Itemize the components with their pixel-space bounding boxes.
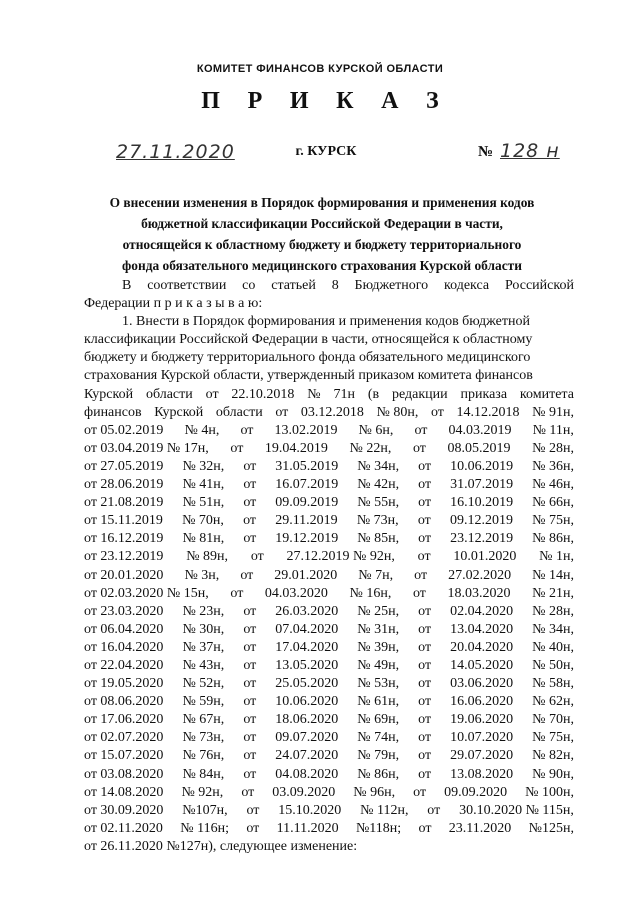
body-text-fragment: 20.04.2020 (450, 639, 514, 655)
body-text-fragment: 23.11.2020 (448, 820, 512, 836)
body-text-fragment: 27.12.2019 № 92н, (286, 549, 395, 565)
handwritten-date: 27.11.2020 (116, 141, 235, 163)
body-text-fragment: от (243, 676, 257, 692)
body-text-fragment: от (418, 712, 432, 728)
body-text-fragment: от (417, 549, 431, 565)
body-text-fragment: № 46н, (532, 477, 574, 493)
subject-line: О внесении изменения в Порядок формирования и применения кодов (109, 195, 535, 210)
body-line (84, 747, 574, 765)
body-text-fragment: 19.12.2019 (275, 531, 339, 547)
body-text-fragment: от (414, 567, 428, 583)
body-line (84, 440, 574, 458)
body-text-fragment: от (205, 386, 219, 402)
body-text-fragment: № 37н, (182, 639, 225, 655)
body-text-fragment: от 08.06.2020 (84, 694, 164, 710)
subject-line: фонда обязательного медицинского страхования Курской области (122, 258, 522, 273)
body-text-fragment: № 11н, (532, 422, 574, 438)
body-text-fragment: № 31н, (357, 621, 400, 637)
body-text-fragment: № 85н, (357, 531, 400, 547)
body-text-fragment: от (418, 730, 432, 746)
body-text-fragment: № 16н, (349, 585, 392, 601)
subject-line: относящейся к областному бюджету и бюджету территориального (122, 237, 522, 252)
body-text-fragment: 1. Внести в Порядок формирования и применения кодов бюджетной (122, 314, 530, 330)
body-text-fragment: от 21.08.2019 (84, 495, 164, 511)
body-text-fragment: от (418, 694, 432, 710)
body-text-fragment: 29.07.2020 (450, 748, 514, 764)
body-text-fragment: № 22н, (349, 440, 392, 456)
body-text-fragment: 14.05.2020 (450, 657, 514, 673)
body-text-fragment: № 100н, (525, 784, 574, 800)
body-text-fragment: № 52н, (182, 676, 225, 692)
body-text-fragment: 16.07.2019 (275, 477, 339, 493)
body-text-fragment: 15.10.2020 (278, 802, 342, 818)
body-text-fragment: 31.05.2019 (275, 458, 339, 474)
body-text-fragment: от (418, 458, 432, 474)
body-text-fragment: статьей (271, 278, 316, 293)
body-text-fragment: от (243, 766, 257, 782)
body-text-fragment: 14.12.2018 (456, 404, 520, 420)
body-text-fragment: от 02.07.2020 (84, 730, 164, 746)
body-text-fragment: № 116н; (180, 820, 229, 836)
body-text-fragment: от (243, 639, 257, 655)
body-text-fragment: от (243, 477, 257, 493)
body-text-fragment: 04.08.2020 (275, 766, 339, 782)
body-line (84, 331, 574, 349)
body-text-fragment: 13.04.2020 (450, 621, 514, 637)
body-text-fragment: 29.01.2020 (274, 567, 338, 583)
body-line (84, 585, 574, 603)
body-line (84, 422, 574, 440)
body-text-fragment: от 19.05.2020 (84, 676, 164, 692)
body-text-fragment: № 76н, (182, 748, 225, 764)
body-text-fragment: № 112н, (360, 802, 409, 818)
body-text-fragment: от (412, 440, 426, 456)
body-text-fragment: от (243, 621, 257, 637)
body-text-fragment: от (418, 766, 432, 782)
body-text-fragment: № 40н, (532, 639, 574, 655)
body-text-fragment: от 17.06.2020 (84, 712, 164, 728)
body-text-fragment: от 28.06.2019 (84, 477, 164, 493)
body-text-fragment: № 92н, (181, 784, 224, 800)
body-text-fragment: № 42н, (357, 477, 400, 493)
body-text-fragment: от 15.07.2020 (84, 748, 164, 764)
body-text-fragment: от (240, 567, 254, 583)
body-text-fragment: от (230, 585, 244, 601)
body-text-fragment: № 59н, (182, 694, 225, 710)
body-text-fragment: от (418, 531, 432, 547)
body-line (84, 802, 574, 820)
body-text-fragment: от (246, 820, 260, 836)
body-text-fragment: № 82н, (532, 748, 574, 764)
body-text-fragment: 29.11.2019 (275, 513, 338, 529)
body-text-fragment: № 74н, (357, 730, 400, 746)
body-text-fragment: № 69н, (357, 712, 400, 728)
body-text-fragment: 13.05.2020 (275, 657, 339, 673)
body-text-fragment: от (418, 495, 432, 511)
subject-line: бюджетной классификации Российской Федерации в части, (141, 216, 503, 231)
body-text-fragment: от 03.08.2020 (84, 766, 164, 782)
body-line (84, 277, 574, 295)
body-text-fragment: № 75н, (532, 730, 574, 746)
body-text-fragment: 71н (333, 386, 355, 402)
body-text-fragment: В (122, 278, 132, 293)
body-text-fragment: № (307, 386, 321, 402)
body-text-fragment: от 23.03.2020 (84, 603, 164, 619)
body-text-fragment: № 50н, (532, 657, 574, 673)
body-text-fragment: от (241, 784, 255, 800)
body-text-fragment: области (215, 404, 263, 420)
body-text-fragment: 04.03.2020 (264, 585, 328, 601)
body-text-fragment: № 61н, (357, 694, 400, 710)
body-text-fragment: от (243, 748, 257, 764)
body-text-fragment: от (243, 495, 257, 511)
body-text-fragment: комитета (519, 386, 574, 402)
body-text-fragment: 09.12.2019 (449, 513, 513, 529)
body-text-fragment: №125н, (528, 820, 574, 836)
body-line (84, 458, 574, 476)
body-text-fragment: № 90н, (532, 766, 574, 782)
body-text-fragment: от 03.04.2019 № 17н, (84, 440, 209, 456)
body-line (84, 367, 574, 385)
body-text-fragment: № 3н, (184, 567, 220, 583)
body-text-fragment: 18.06.2020 (275, 712, 339, 728)
body-text-fragment: № 73н, (182, 730, 225, 746)
document-title: П Р И К А З (201, 88, 450, 114)
body-line (84, 675, 574, 693)
body-text-fragment: № 39н, (357, 639, 400, 655)
body-text-fragment: приказа (460, 386, 508, 402)
body-text-fragment: от (417, 513, 431, 529)
body-text-fragment: 10.01.2020 (453, 549, 517, 565)
body-text-fragment: 09.07.2020 (275, 730, 339, 746)
body-text-fragment: № 67н, (182, 712, 225, 728)
body-text-fragment: 18.03.2020 (447, 585, 511, 601)
body-text-fragment: 10.06.2020 (275, 694, 339, 710)
body-text-fragment: 08.05.2019 (447, 440, 511, 456)
body-line (84, 386, 574, 404)
body-text-fragment: № 86н, (357, 766, 400, 782)
body-text-fragment: № 25н, (357, 603, 400, 619)
body-text-fragment: 10.07.2020 (450, 730, 514, 746)
body-text-fragment: 31.07.2019 (450, 477, 514, 493)
body-text-fragment: от (275, 404, 289, 420)
body-text-fragment: от (246, 802, 260, 818)
number-label: № (478, 144, 494, 160)
body-text-fragment: Российской (504, 278, 574, 293)
body-text-fragment: от 02.03.2020 № 15н, (84, 585, 209, 601)
body-text-fragment: от (243, 694, 257, 710)
body-text-fragment: от 15.11.2019 (84, 513, 163, 529)
body-text-fragment: области (145, 386, 193, 402)
body-line (84, 494, 574, 512)
body-text-fragment: бюджету и бюджету территориального фонда обязательного медицинского (84, 350, 531, 366)
body-text-fragment: № 36н, (532, 458, 574, 474)
body-text-fragment: № 84н, (182, 766, 225, 782)
body-text-fragment: 03.09.2020 (272, 784, 336, 800)
body-line (84, 621, 574, 639)
body-text-fragment: со (242, 278, 256, 293)
body-text-fragment: от (243, 531, 257, 547)
body-text-fragment: Курской (84, 386, 134, 402)
body-text-fragment: Федерации п р и к а з ы в а ю: (84, 296, 263, 312)
body-text-fragment: от 16.12.2019 (84, 531, 164, 547)
body-text-fragment: № 81н, (182, 531, 225, 547)
body-text-fragment: № 6н, (358, 422, 394, 438)
body-text-fragment: от 23.12.2019 (84, 549, 164, 565)
body-text-fragment: №107н, (182, 802, 228, 818)
body-text-fragment: 8 (331, 278, 339, 293)
body-text-fragment: 24.07.2020 (275, 748, 339, 764)
body-text-fragment: № 80н, (376, 404, 419, 420)
body-text-fragment: № 41н, (182, 477, 225, 493)
body-text-fragment: от (243, 513, 257, 529)
body-text-fragment: страхования Курской области, утвержденный приказом комитета финансов (84, 368, 533, 384)
body-text-fragment: 30.10.2020 № 115н, (459, 802, 574, 818)
body-text-fragment: № 79н, (357, 748, 400, 764)
body-text-fragment: № 28н, (532, 603, 574, 619)
body-text-fragment: 11.11.2020 (276, 820, 339, 836)
body-line (84, 820, 574, 838)
body-text-fragment: 23.12.2019 (450, 531, 514, 547)
body-text-fragment: 07.04.2020 (275, 621, 339, 637)
body-line (84, 295, 574, 313)
body-text-fragment: 19.04.2019 (264, 440, 328, 456)
body-text-fragment: от (418, 657, 432, 673)
body-text-fragment: соответствии (147, 278, 227, 293)
body-text-fragment: от 02.11.2020 (84, 820, 163, 836)
body-text-fragment: от 05.02.2019 (84, 422, 164, 438)
body-text-fragment: от 30.09.2020 (84, 802, 164, 818)
body-text-fragment: 09.09.2020 (444, 784, 508, 800)
body-text-fragment: от (427, 802, 441, 818)
body-text-fragment: № 70н, (182, 513, 224, 529)
body-text-fragment: № 70н, (532, 712, 574, 728)
body-text-fragment: № 55н, (357, 495, 400, 511)
body-text-fragment: от (243, 730, 257, 746)
order-subject (66, 192, 578, 276)
body-text-fragment: № 30н, (182, 621, 225, 637)
body-text-fragment: от (418, 603, 432, 619)
body-line (84, 548, 574, 566)
body-text-fragment: от (250, 549, 264, 565)
body-text-fragment: № 14н, (532, 567, 574, 583)
body-line (84, 784, 574, 802)
body-text-fragment: № 51н, (182, 495, 225, 511)
body-text-fragment: от (418, 639, 432, 655)
body-text-fragment: 22.10.2018 (231, 386, 295, 402)
body-line (84, 766, 574, 784)
body-text-fragment: от (412, 585, 426, 601)
body-text-fragment: от (418, 820, 432, 836)
body-text-fragment: 16.06.2020 (450, 694, 514, 710)
body-text-fragment: № 89н, (186, 549, 229, 565)
body-text-fragment: 27.02.2020 (448, 567, 512, 583)
body-text-fragment: классификации Российской Федерации в части, относящейся к областному (84, 332, 533, 348)
body-text-fragment: 03.12.2018 (300, 404, 364, 420)
body-text-fragment: от (413, 784, 427, 800)
body-text-fragment: 13.08.2020 (450, 766, 514, 782)
committee-name: КОМИТЕТ ФИНАНСОВ КУРСКОЙ ОБЛАСТИ (196, 63, 444, 75)
order-body (84, 277, 574, 856)
body-text-fragment: № 91н, (532, 404, 574, 420)
body-text-fragment: № 62н, (532, 694, 574, 710)
body-line (84, 404, 574, 422)
body-text-fragment: 03.06.2020 (450, 676, 514, 692)
body-text-fragment: 26.03.2020 (275, 603, 339, 619)
body-text-fragment: от (418, 676, 432, 692)
body-text-fragment: от (243, 657, 257, 673)
city-label: г. КУРСК (295, 144, 357, 159)
body-text-fragment: № 21н, (532, 585, 574, 601)
body-text-fragment: от 20.01.2020 (84, 567, 164, 583)
body-text-fragment: финансов (84, 404, 142, 420)
body-text-fragment: № 49н, (357, 657, 400, 673)
body-line (84, 603, 574, 621)
body-text-fragment: от 16.04.2020 (84, 639, 164, 655)
body-text-fragment: № 66н, (532, 495, 574, 511)
body-line (84, 567, 574, 585)
body-line (84, 639, 574, 657)
body-text-fragment: № 58н, (532, 676, 574, 692)
body-text-fragment: от (430, 404, 444, 420)
body-text-fragment: 16.10.2019 (450, 495, 514, 511)
body-text-fragment: № 32н, (182, 458, 225, 474)
body-text-fragment: № 34н, (532, 621, 574, 637)
body-line (84, 729, 574, 747)
handwritten-number: 128 н (500, 140, 560, 162)
body-text-fragment: №118н; (355, 820, 402, 836)
body-text-fragment: от (243, 458, 257, 474)
body-text-fragment: Бюджетного (354, 278, 429, 293)
body-text-fragment: № 86н, (532, 531, 574, 547)
body-line (84, 530, 574, 548)
body-text-fragment: № 28н, (532, 440, 574, 456)
body-text-fragment: 19.06.2020 (450, 712, 514, 728)
body-text-fragment: 25.05.2020 (275, 676, 339, 692)
body-text-fragment: от (414, 422, 428, 438)
body-line (84, 838, 574, 856)
body-line (84, 313, 574, 331)
body-text-fragment: (в (367, 386, 380, 402)
body-text-fragment: № 34н, (357, 458, 400, 474)
body-text-fragment: № 1н, (539, 549, 574, 565)
body-text-fragment: № 4н, (184, 422, 220, 438)
body-text-fragment: от (230, 440, 244, 456)
body-line (84, 349, 574, 367)
body-text-fragment: 02.04.2020 (450, 603, 514, 619)
body-text-fragment: № 73н, (356, 513, 399, 529)
body-line (84, 693, 574, 711)
body-text-fragment: кодекса (444, 278, 490, 293)
body-text-fragment: 09.09.2019 (275, 495, 339, 511)
body-text-fragment: Курской (154, 404, 204, 420)
body-line (84, 512, 574, 530)
body-text-fragment: от 06.04.2020 (84, 621, 164, 637)
body-text-fragment: № 23н, (182, 603, 225, 619)
body-text-fragment: от 27.05.2019 (84, 458, 164, 474)
body-text-fragment: от 26.11.2020 №127н), следующее изменение: (84, 838, 358, 854)
body-text-fragment: 10.06.2019 (450, 458, 514, 474)
body-text-fragment: № 53н, (357, 676, 400, 692)
body-line (84, 711, 574, 729)
body-text-fragment: от (418, 477, 432, 493)
body-text-fragment: от 22.04.2020 (84, 657, 164, 673)
body-text-fragment: № 96н, (353, 784, 396, 800)
body-line (84, 476, 574, 494)
body-text-fragment: от (243, 603, 257, 619)
body-text-fragment: 17.04.2020 (275, 639, 339, 655)
body-text-fragment: № 75н, (532, 513, 574, 529)
body-text-fragment: № 7н, (358, 567, 394, 583)
body-text-fragment: от (243, 712, 257, 728)
body-text-fragment: 04.03.2019 (448, 422, 512, 438)
body-text-fragment: от 14.08.2020 (84, 784, 164, 800)
body-line (84, 657, 574, 675)
body-text-fragment: от (418, 748, 432, 764)
body-text-fragment: № 43н, (182, 657, 225, 673)
body-text-fragment: от (418, 621, 432, 637)
body-text-fragment: редакции (392, 386, 448, 402)
body-text-fragment: от (240, 422, 254, 438)
body-text-fragment: 13.02.2019 (274, 422, 338, 438)
